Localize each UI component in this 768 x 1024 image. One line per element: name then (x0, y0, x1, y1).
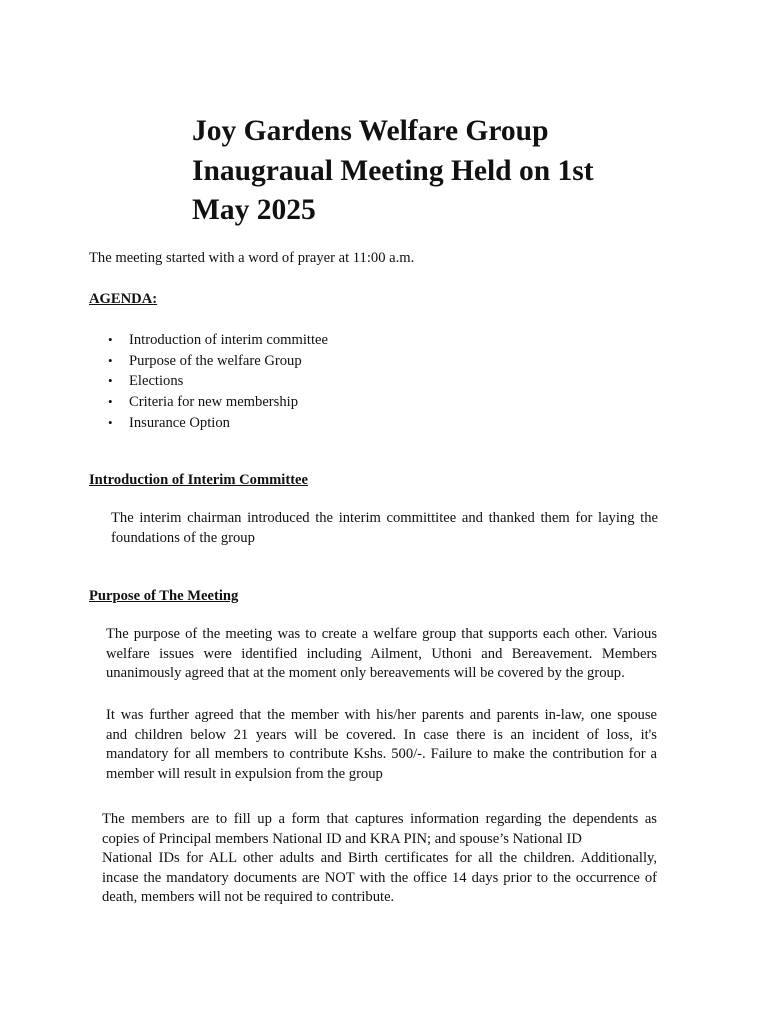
agenda-item-label: Introduction of interim committee (129, 332, 328, 348)
agenda-item-label: Elections (129, 373, 184, 390)
title-line: Inaugraual Meeting Held on 1st (192, 154, 594, 187)
bullet-icon: • (108, 394, 113, 410)
opening-line: The meeting started with a word of prayer at 11:00 a.m. (89, 250, 415, 266)
interim-committee-paragraph (111, 509, 658, 548)
purpose-paragraph-1 (106, 625, 657, 684)
paragraph-line: mandatory for all members to contribute Kshs. 500/-. Failure to make the contribution for a (106, 746, 657, 762)
agenda-item (108, 330, 328, 351)
agenda-item-label: Insurance Option (129, 414, 230, 431)
paragraph-line: welfare issues were identified including Ailment, Uthoni and Bereavement. Members (106, 645, 657, 662)
agenda-heading: AGENDA: (89, 291, 158, 307)
paragraph-line: member will result in expulsion from the group (106, 765, 383, 782)
bullet-icon: • (108, 373, 113, 389)
bullet-icon: • (108, 414, 113, 430)
paragraph-line: death, members will not be required to contribute. (102, 889, 395, 905)
paragraph-line: and children below 21 years will be covered. In case there is an incident of loss, it's (106, 726, 657, 743)
document-title (192, 112, 712, 231)
bullet-icon: • (108, 352, 113, 368)
paragraph-line: It was further agreed that the member with his/her parents and parents in-law, one spouse (106, 707, 657, 723)
section-heading-purpose: Purpose of The Meeting (89, 588, 239, 604)
paragraph-line: foundations of the group (111, 529, 255, 546)
paragraph-line: incase the mandatory documents are NOT with the office 14 days prior to the occurrence of (102, 869, 657, 886)
paragraph-line: copies of Principal members National ID and KRA PIN; and spouse’s National ID (102, 830, 582, 847)
purpose-paragraph-2 (106, 706, 657, 784)
agenda-item-label: Criteria for new membership (129, 394, 298, 411)
section-heading-interim-committee: Introduction of Interim Committee (89, 472, 309, 488)
bullet-icon: • (108, 332, 113, 347)
title-line: Joy Gardens Welfare Group (192, 115, 549, 147)
purpose-paragraph-3 (102, 810, 657, 908)
paragraph-line: The interim chairman introduced the interim committitee and thanked them for laying the (111, 510, 658, 526)
agenda-item (108, 351, 328, 372)
agenda-list (108, 330, 328, 433)
paragraph-line: The members are to fill up a form that captures information regarding the dependents as (102, 811, 657, 827)
title-line: May 2025 (192, 194, 316, 226)
paragraph-line: National IDs for ALL other adults and Birth certificates for all the children. Additionally, (102, 850, 657, 866)
agenda-item-label: Purpose of the welfare Group (129, 352, 302, 369)
agenda-item (108, 413, 328, 434)
agenda-item (108, 392, 328, 413)
paragraph-line: unanimously agreed that at the moment only bereavements will be covered by the group. (106, 665, 625, 681)
paragraph-line: The purpose of the meeting was to create a welfare group that supports each other. Various (106, 626, 657, 642)
agenda-item (108, 371, 328, 392)
